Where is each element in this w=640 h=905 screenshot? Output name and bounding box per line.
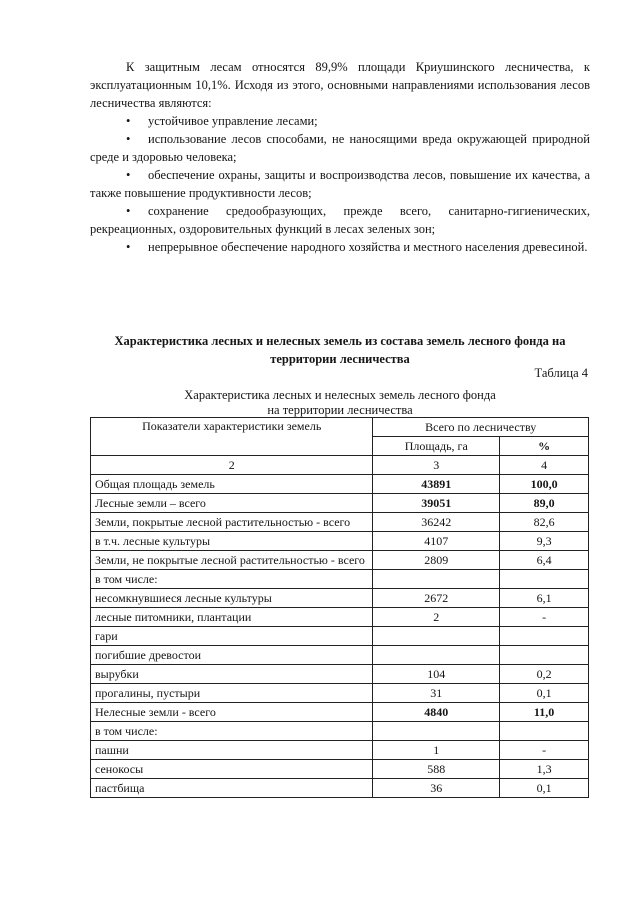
- row-label: пастбища: [91, 779, 373, 798]
- row-label: в том числе:: [91, 570, 373, 589]
- row-area: 36242: [373, 513, 500, 532]
- row-label: гари: [91, 627, 373, 646]
- row-label: несомкнувшиеся лесные культуры: [91, 589, 373, 608]
- row-area: [373, 627, 500, 646]
- row-pct: 0,1: [500, 684, 589, 703]
- row-area: [373, 722, 500, 741]
- table-row: [91, 722, 589, 741]
- row-pct: 100,0: [500, 475, 589, 494]
- row-pct: 6,4: [500, 551, 589, 570]
- table-row: [91, 760, 589, 779]
- row-pct: 0,2: [500, 665, 589, 684]
- table-row: [91, 665, 589, 684]
- bullet-icon: •: [126, 168, 131, 182]
- row-label: в том числе:: [91, 722, 373, 741]
- land-characteristics-table: [90, 417, 589, 798]
- bullet-icon: •: [126, 204, 131, 218]
- row-pct: 6,1: [500, 589, 589, 608]
- table-caption: Характеристика лесных и нелесных земель лесного фонда: [184, 388, 496, 402]
- row-pct: [500, 646, 589, 665]
- bullet-item: [90, 238, 590, 256]
- row-label: в т.ч. лесные культуры: [91, 532, 373, 551]
- table-caption-subtitle: на территории лесничества: [267, 403, 413, 417]
- row-pct: -: [500, 741, 589, 760]
- row-label: погибшие древостои: [91, 646, 373, 665]
- column-number: 4: [500, 456, 589, 475]
- table-row: [91, 475, 589, 494]
- row-area: 31: [373, 684, 500, 703]
- header-indicator: Показатели характеристики земель: [91, 418, 373, 456]
- table-row: [91, 589, 589, 608]
- row-label: лесные питомники, плантации: [91, 608, 373, 627]
- row-pct: -: [500, 608, 589, 627]
- column-number: 2: [91, 456, 373, 475]
- table-row: [91, 570, 589, 589]
- row-pct: 11,0: [500, 703, 589, 722]
- row-area: 43891: [373, 475, 500, 494]
- section-title: Характеристика лесных и нелесных земель из состава земель лесного фонда на территории лесничества: [114, 334, 566, 366]
- table-row: [91, 608, 589, 627]
- row-label: пашни: [91, 741, 373, 760]
- bullet-text: использование лесов способами, не наносящими вреда окружающей природной среде и здоровью человека;: [90, 132, 590, 164]
- bullet-item: [90, 166, 590, 202]
- row-area: [373, 570, 500, 589]
- row-area: 2: [373, 608, 500, 627]
- row-label: сенокосы: [91, 760, 373, 779]
- bullet-text: сохранение средообразующих, прежде всего, санитарно-гигиенических, рекреационных, оздоровительных функций в лесах зеленых зон;: [90, 204, 590, 236]
- table-row: [91, 684, 589, 703]
- row-area: 36: [373, 779, 500, 798]
- table-row: [91, 627, 589, 646]
- row-area: 104: [373, 665, 500, 684]
- bullet-text: устойчивое управление лесами;: [148, 114, 318, 128]
- row-area: 4107: [373, 532, 500, 551]
- table-header-row: [91, 418, 589, 437]
- row-area: 588: [373, 760, 500, 779]
- row-pct: 89,0: [500, 494, 589, 513]
- column-number: 3: [373, 456, 500, 475]
- row-area: 2672: [373, 589, 500, 608]
- table-row: [91, 551, 589, 570]
- row-area: [373, 646, 500, 665]
- bullet-item: [90, 130, 590, 166]
- intro-paragraph: К защитным лесам относятся 89,9% площади Криушинского лесничества, к эксплуатационным 10,1%. Исходя из этого, основными направлениями использования лесов лесничества являются:: [90, 60, 590, 110]
- row-pct: 9,3: [500, 532, 589, 551]
- table-row: [91, 532, 589, 551]
- table-row: [91, 741, 589, 760]
- header-pct: %: [500, 437, 589, 456]
- table-number: Таблица 4: [534, 366, 588, 380]
- bullet-item: [90, 202, 590, 238]
- table-row: [91, 646, 589, 665]
- row-label: вырубки: [91, 665, 373, 684]
- row-pct: 82,6: [500, 513, 589, 532]
- row-pct: 0,1: [500, 779, 589, 798]
- row-area: 39051: [373, 494, 500, 513]
- row-label: Земли, покрытые лесной растительностью - всего: [91, 513, 373, 532]
- table-row: [91, 494, 589, 513]
- row-label: прогалины, пустыри: [91, 684, 373, 703]
- row-area: 2809: [373, 551, 500, 570]
- row-pct: [500, 570, 589, 589]
- table-row: [91, 513, 589, 532]
- row-label: Лесные земли – всего: [91, 494, 373, 513]
- bullet-text: непрерывное обеспечение народного хозяйства и местного населения древесиной.: [148, 240, 588, 254]
- row-label: Общая площадь земель: [91, 475, 373, 494]
- row-area: 4840: [373, 703, 500, 722]
- row-pct: [500, 722, 589, 741]
- header-area: Площадь, га: [373, 437, 500, 456]
- bullet-icon: •: [126, 240, 131, 254]
- bullet-icon: •: [126, 132, 131, 146]
- bullet-icon: •: [126, 114, 131, 128]
- row-label: Земли, не покрытые лесной растительностью - всего: [91, 551, 373, 570]
- table-row: [91, 703, 589, 722]
- table-row: [91, 779, 589, 798]
- column-number-row: [91, 456, 589, 475]
- row-label: Нелесные земли - всего: [91, 703, 373, 722]
- row-pct: [500, 627, 589, 646]
- bullet-item: [90, 112, 590, 130]
- row-pct: 1,3: [500, 760, 589, 779]
- row-area: 1: [373, 741, 500, 760]
- bullet-text: обеспечение охраны, защиты и воспроизводства лесов, повышение их качества, а также повышение продуктивности лесов;: [90, 168, 590, 200]
- header-group: Всего по лесничеству: [373, 418, 589, 437]
